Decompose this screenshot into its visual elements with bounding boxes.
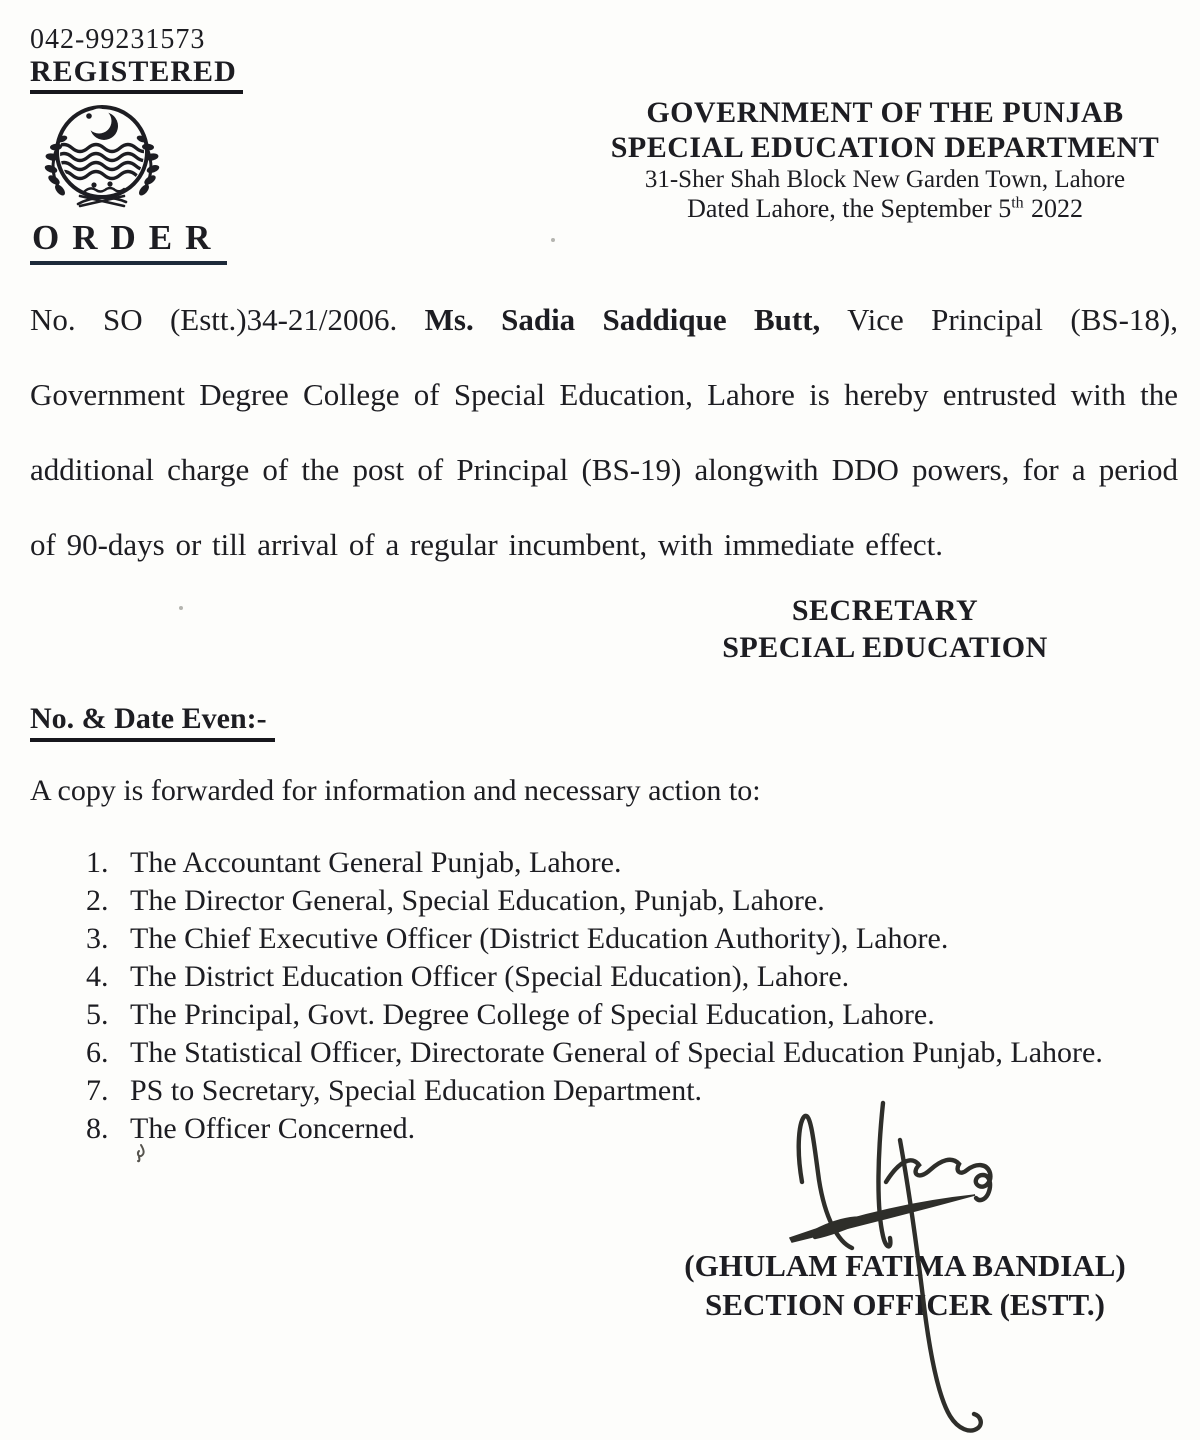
- paper-fleck: [551, 238, 555, 242]
- government-title: GOVERNMENT OF THE PUNJAB: [646, 96, 1124, 129]
- item-number: 5.: [86, 998, 109, 1031]
- list-item: [86, 882, 1180, 920]
- item-text: The Principal, Govt. Degree College of Special Education, Lahore.: [130, 998, 935, 1031]
- date-ordinal: th: [1011, 194, 1024, 212]
- punjab-government-crest-icon: [40, 92, 188, 217]
- letter-date: [575, 194, 1195, 224]
- distribution-heading: No. & Date Even:-: [30, 702, 275, 742]
- list-item: [86, 996, 1180, 1034]
- item-number: 2.: [86, 884, 109, 917]
- signatory-designation: SECTION OFFICER (ESTT.): [705, 1287, 1105, 1322]
- distribution-intro: A copy is forwarded for information and necessary action to:: [30, 774, 761, 807]
- signing-authority: [655, 592, 1115, 666]
- department-address: 31-Sher Shah Block New Garden Town, Lahore: [644, 166, 1126, 193]
- ink-speck: [133, 1143, 149, 1170]
- list-item: [86, 920, 1180, 958]
- item-number: 1.: [86, 846, 109, 879]
- order-body-paragraph: [30, 282, 1178, 582]
- item-text: The Director General, Special Education, Punjab, Lahore.: [130, 884, 825, 917]
- authority-title: SECRETARY: [791, 594, 979, 627]
- item-number: 8.: [86, 1112, 109, 1145]
- item-text: PS to Secretary, Special Education Department.: [130, 1074, 703, 1107]
- item-text: The Accountant General Punjab, Lahore.: [130, 846, 622, 879]
- item-number: 4.: [86, 960, 109, 993]
- registered-label: REGISTERED: [30, 55, 243, 94]
- order-heading: ORDER: [30, 218, 227, 265]
- signatory-name: (GHULAM FATIMA BANDIAL): [684, 1248, 1126, 1283]
- item-text: The Chief Executive Officer (District Education Authority), Lahore.: [130, 922, 949, 955]
- list-item: [86, 958, 1180, 996]
- item-text: The District Education Officer (Special Education), Lahore.: [130, 960, 850, 993]
- handwritten-signature-icon: [752, 1086, 1097, 1440]
- reference-number: No. SO (Estt.)34-21/2006.: [30, 302, 425, 337]
- date-year: 2022: [1030, 194, 1083, 223]
- paper-fleck: [179, 606, 183, 610]
- item-number: 6.: [86, 1036, 109, 1069]
- item-text: The Statistical Officer, Directorate General of Special Education Punjab, Lahore.: [130, 1036, 1103, 1069]
- letterhead: [575, 96, 1195, 224]
- item-number: 7.: [86, 1074, 109, 1107]
- order-text: Vice Principal (BS-18), Government Degree College of Special Education, Lahore is hereby entrusted with the additional charge of the post of Principal (BS-19) alongwith DDO powers, for a period of 90-days or till arrival of a regular incumbent, with immediate effect.: [30, 302, 1179, 562]
- phone-number: 042-99231573: [30, 24, 206, 55]
- list-item: [86, 844, 1180, 882]
- authority-department: SPECIAL EDUCATION: [722, 631, 1048, 664]
- item-number: 3.: [86, 922, 109, 955]
- department-title: SPECIAL EDUCATION DEPARTMENT: [610, 131, 1160, 164]
- list-item: [86, 1034, 1180, 1072]
- date-text: Dated Lahore, the September 5: [687, 194, 1012, 223]
- officer-name: Ms. Sadia Saddique Butt,: [424, 302, 821, 337]
- item-text: The Officer Concerned.: [130, 1112, 416, 1145]
